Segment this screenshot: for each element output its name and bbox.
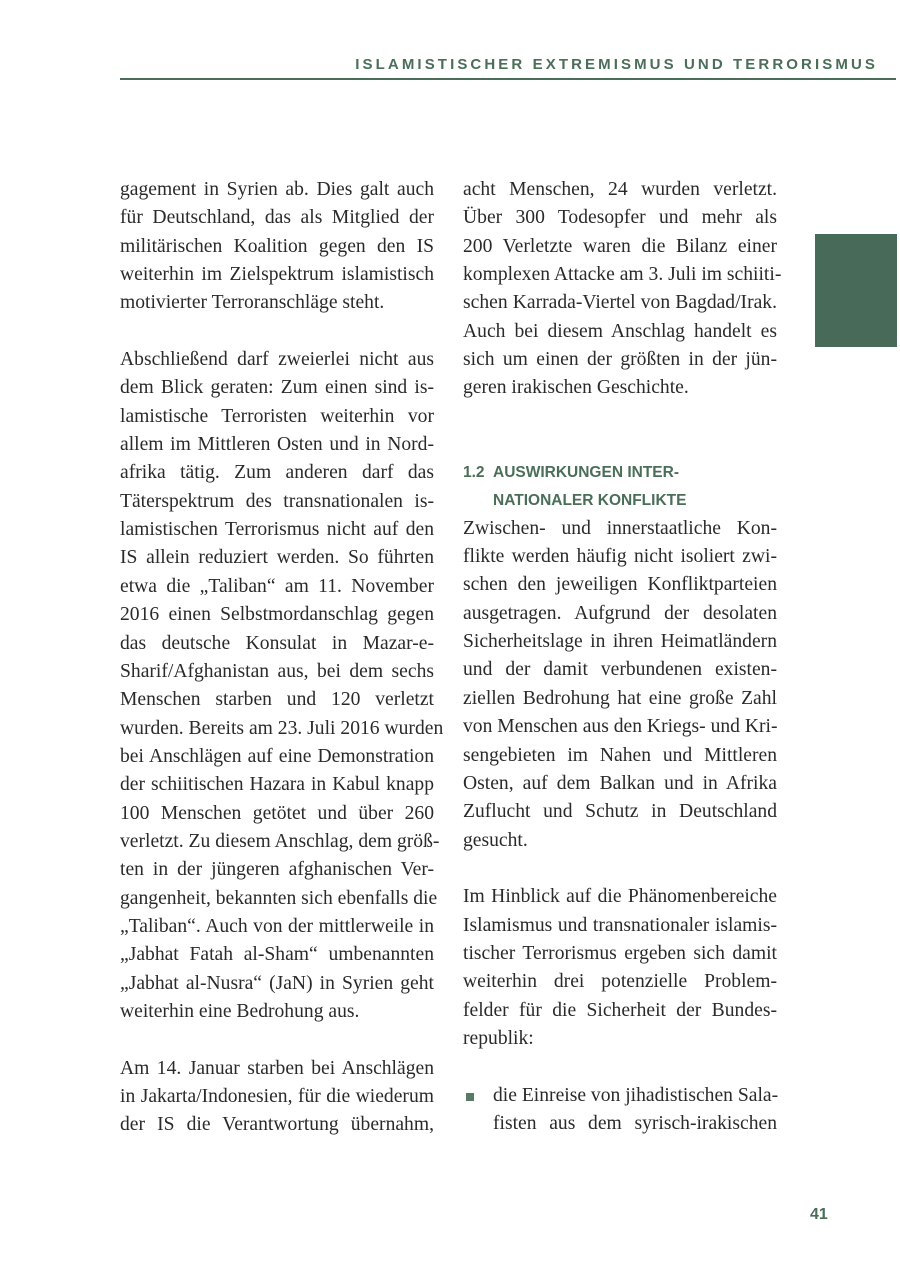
- text-line: afrika tätig. Zum anderen darf das: [120, 462, 434, 484]
- text-line: gagement in Syrien ab. Dies galt auch: [120, 179, 434, 200]
- paragraph: [463, 515, 777, 855]
- text-line: gangenheit, bekannten sich ebenfalls die: [120, 887, 438, 909]
- text-line: fisten aus dem syrisch-irakischen: [493, 1112, 777, 1134]
- text-line: schen den jeweiligen Konfliktparteien: [463, 574, 777, 596]
- text-line: motivierter Terroranschläge steht.: [120, 292, 385, 314]
- chapter-thumb-tab: [815, 234, 897, 347]
- text-line: ausgetragen. Aufgrund der desolaten: [463, 602, 777, 624]
- text-line: „Taliban“. Auch von der mittlerweile in: [120, 915, 434, 937]
- text-line: sengebieten im Nahen und Mittleren: [463, 744, 777, 766]
- section-title-line2: NATIONALER KONFLIKTE: [493, 491, 687, 509]
- text-line: lamistische Terroristen weiterhin vor: [120, 405, 434, 427]
- text-line: die Einreise von jihadistischen Sala-: [493, 1084, 779, 1106]
- section-number: 1.2: [463, 463, 485, 481]
- text-line: gesucht.: [463, 829, 528, 851]
- text-line: weiterhin im Zielspektrum islamistisch: [120, 264, 434, 286]
- text-line: Im Hinblick auf die Phänomenbereiche: [463, 886, 777, 908]
- section-heading: [463, 459, 777, 515]
- text-line: Zuflucht und Schutz in Deutschland: [463, 801, 777, 823]
- text-line: 200 Verletzte waren die Bilanz einer: [463, 235, 777, 257]
- text-line: tischer Terrorismus ergeben sich damit: [463, 942, 777, 964]
- text-line: und der damit verbundenen existen-: [463, 659, 777, 681]
- text-line: der schiitischen Hazara in Kabul knapp: [120, 774, 434, 796]
- text-line: Sicherheitslage in ihren Heimatländern: [463, 631, 777, 653]
- text-line: weiterhin eine Bedrohung aus.: [120, 1000, 360, 1022]
- text-line: dem Blick geraten: Zum einen sind is-: [120, 377, 434, 399]
- text-line: verletzt. Zu diesem Anschlag, dem größ-: [120, 830, 440, 852]
- bullet-square-icon: [466, 1093, 474, 1101]
- text-line: 100 Menschen getötet und über 260: [120, 802, 434, 824]
- text-line: 2016 einen Selbstmordanschlag gegen: [120, 604, 434, 626]
- text-line: von Menschen aus den Kriegs- und Kri-: [463, 716, 778, 738]
- text-line: wurden. Bereits am 23. Juli 2016 wurden: [120, 717, 444, 739]
- text-line: Sharif/Afghanistan aus, bei dem sechs: [120, 660, 434, 682]
- text-line: das deutsche Konsulat in Mazar-e-: [120, 632, 434, 654]
- text-line: acht Menschen, 24 wurden verletzt.: [463, 179, 777, 200]
- right-column: [463, 176, 782, 1138]
- text-line: für Deutschland, das als Mitglied der: [120, 207, 434, 229]
- left-column: [120, 176, 444, 1140]
- text-line: Am 14. Januar starben bei Anschlägen: [120, 1057, 434, 1079]
- text-line: Menschen starben und 120 verletzt: [120, 689, 434, 711]
- text-line: Islamismus und transnationaler islamis-: [463, 914, 777, 936]
- text-line: ten in der jüngeren afghanischen Ver-: [120, 859, 434, 881]
- text-line: „Jabhat al-Nusra“ (JaN) in Syrien geht: [120, 972, 434, 994]
- text-line: republik:: [463, 1027, 534, 1049]
- paragraph: [463, 176, 782, 403]
- running-head: ISLAMISTISCHER EXTREMISMUS UND TERRORISMUS: [355, 56, 878, 73]
- text-line: sich um einen der größten in der jün-: [463, 349, 777, 371]
- text-line: weiterhin drei potenzielle Problem-: [463, 971, 777, 993]
- text-line: Auch bei diesem Anschlag handelt es: [463, 320, 777, 342]
- page-number: 41: [810, 1206, 828, 1223]
- text-line: Täterspektrum des transnationalen is-: [120, 490, 434, 512]
- text-line: bei Anschlägen auf eine Demonstration: [120, 745, 434, 767]
- text-line: Zwischen- und innerstaatliche Kon-: [463, 517, 777, 539]
- text-line: in Jakarta/Indonesien, für die wiederum: [120, 1086, 434, 1107]
- text-line: Abschließend darf zweierlei nicht aus: [120, 349, 434, 371]
- paragraph: [120, 176, 434, 318]
- text-line: etwa die „Taliban“ am 11. November: [120, 575, 434, 597]
- text-line: allem im Mittleren Osten und in Nord-: [120, 434, 434, 456]
- text-line: „Jabhat Fatah al-Sham“ umbenannten: [120, 944, 434, 966]
- header-rule: [120, 78, 896, 80]
- paragraph: [120, 1055, 434, 1140]
- text-line: geren irakischen Geschichte.: [463, 377, 689, 399]
- text-line: flikte werden häufig nicht isoliert zwi-: [463, 546, 777, 568]
- list-item: [463, 1082, 777, 1139]
- text-line: schen Karrada-Viertel von Bagdad/Irak.: [463, 292, 777, 314]
- paragraph: [463, 883, 777, 1053]
- text-line: lamistischen Terrorismus nicht auf den: [120, 519, 434, 541]
- paragraph: [120, 346, 444, 1026]
- text-line: militärischen Koalition gegen den IS: [120, 235, 434, 257]
- text-line: der IS die Verantwortung übernahm,: [120, 1114, 434, 1136]
- text-line: ziellen Bedrohung hat eine große Zahl: [463, 687, 777, 709]
- text-line: IS allein reduziert werden. So führten: [120, 547, 434, 569]
- text-line: Osten, auf dem Balkan und in Afrika: [463, 772, 777, 794]
- section-title-line1: AUSWIRKUNGEN INTER-: [493, 463, 679, 481]
- text-line: Über 300 Todesopfer und mehr als: [463, 207, 777, 229]
- text-line: felder für die Sicherheit der Bundes-: [463, 999, 777, 1021]
- text-line: komplexen Attacke am 3. Juli im schiiti-: [463, 264, 782, 286]
